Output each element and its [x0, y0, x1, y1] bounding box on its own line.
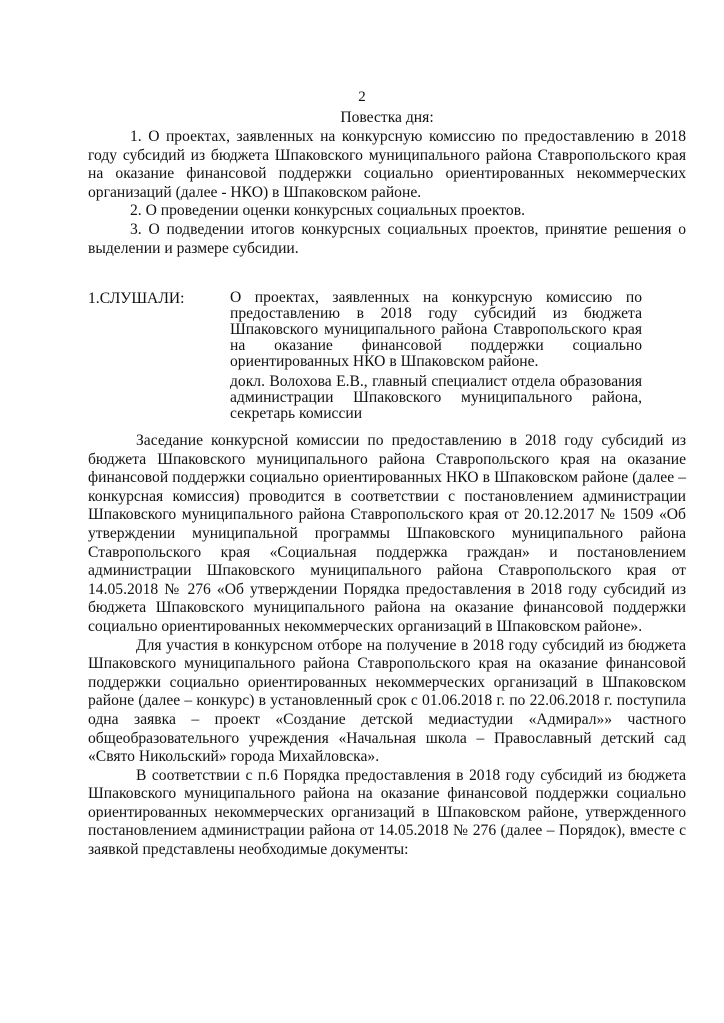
listen-speaker: докл. Волохова Е.В., главный специалист отдела образования администрации Шпаковского муниципального района, секретарь комиссии [230, 373, 642, 422]
listen-section [230, 290, 642, 426]
agenda-item-3: 3. О подведении итогов конкурсных социальных проектов, принятие решения о выделении и размере субсидии. [88, 220, 686, 257]
agenda-list [88, 128, 686, 258]
listen-label: 1.СЛУШАЛИ: [88, 290, 185, 307]
body-paragraph-3: В соответствии с п.6 Порядка предоставления в 2018 году субсидий из бюджета Шпаковского муниципального района на оказание финансовой поддержки социально ориентированных некоммерческих организаций в Шпаковском районе, утвержденного постановлением администрации района от 14.05.2018 № 276 (далее – Порядок), вместе с заявкой представлены необходимые документы: [88, 766, 686, 859]
main-body [88, 432, 686, 860]
listen-topic: О проектах, заявленных на конкурсную комиссию по предоставлению в 2018 году субсидий из бюджета Шпаковского муниципального района Ставропольского края на оказание финансовой поддержки социально ориентированных НКО в Шпаковском районе. [230, 289, 642, 370]
body-paragraph-1: Заседание конкурсной комиссии по предоставлению в 2018 году субсидий из бюджета Шпаковского муниципального района Ставропольского края на оказание финансовой поддержки социально ориентированных НКО в Шпаковском районе (далее – конкурсная комиссия) проводится в соответствии с постановлением администрации Шпаковского муниципального района Ставропольского края от 20.12.2017 № 1509 «Об утверждении муниципальной программы Шпаковского муниципального района Ставропольского края «Социальная поддержка граждан» и постановлением администрации Шпаковского муниципального района Ставропольского края от 14.05.2018 № 276 «Об утверждении Порядка предоставления в 2018 году субсидий из бюджета Шпаковского муниципального района на оказание финансовой поддержки социально ориентированных некоммерческих организаций в Шпаковском районе». [88, 432, 686, 635]
agenda-title: Повестка дня: [340, 109, 434, 126]
body-paragraph-2: Для участия в конкурсном отборе на получение в 2018 году субсидий из бюджета Шпаковского муниципального района Ставропольского края на оказание финансовой поддержки социально ориентированных некоммерческих организаций в Шпаковском районе (далее – конкурс) в установленный срок с 01.06.2018 г. по 22.06.2018 г. поступила одна заявка – проект «Создание детской медиастудии «Адмирал»» частного общеобразовательного учреждения «Начальная школа – Православный детский сад «Свято Никольский» города Михайловска». [88, 636, 686, 766]
page-number: 2 [358, 89, 366, 105]
agenda-item-1: 1. О проектах, заявленных на конкурсную комиссию по предоставлению в 2018 году субсидий из бюджета Шпаковского муниципального района Ставропольского края на оказание финансовой поддержки социально ориентированных некоммерческих организаций (далее - НКО) в Шпаковском районе. [88, 128, 686, 201]
agenda-item-2: 2. О проведении оценки конкурсных социальных проектов. [130, 202, 525, 220]
